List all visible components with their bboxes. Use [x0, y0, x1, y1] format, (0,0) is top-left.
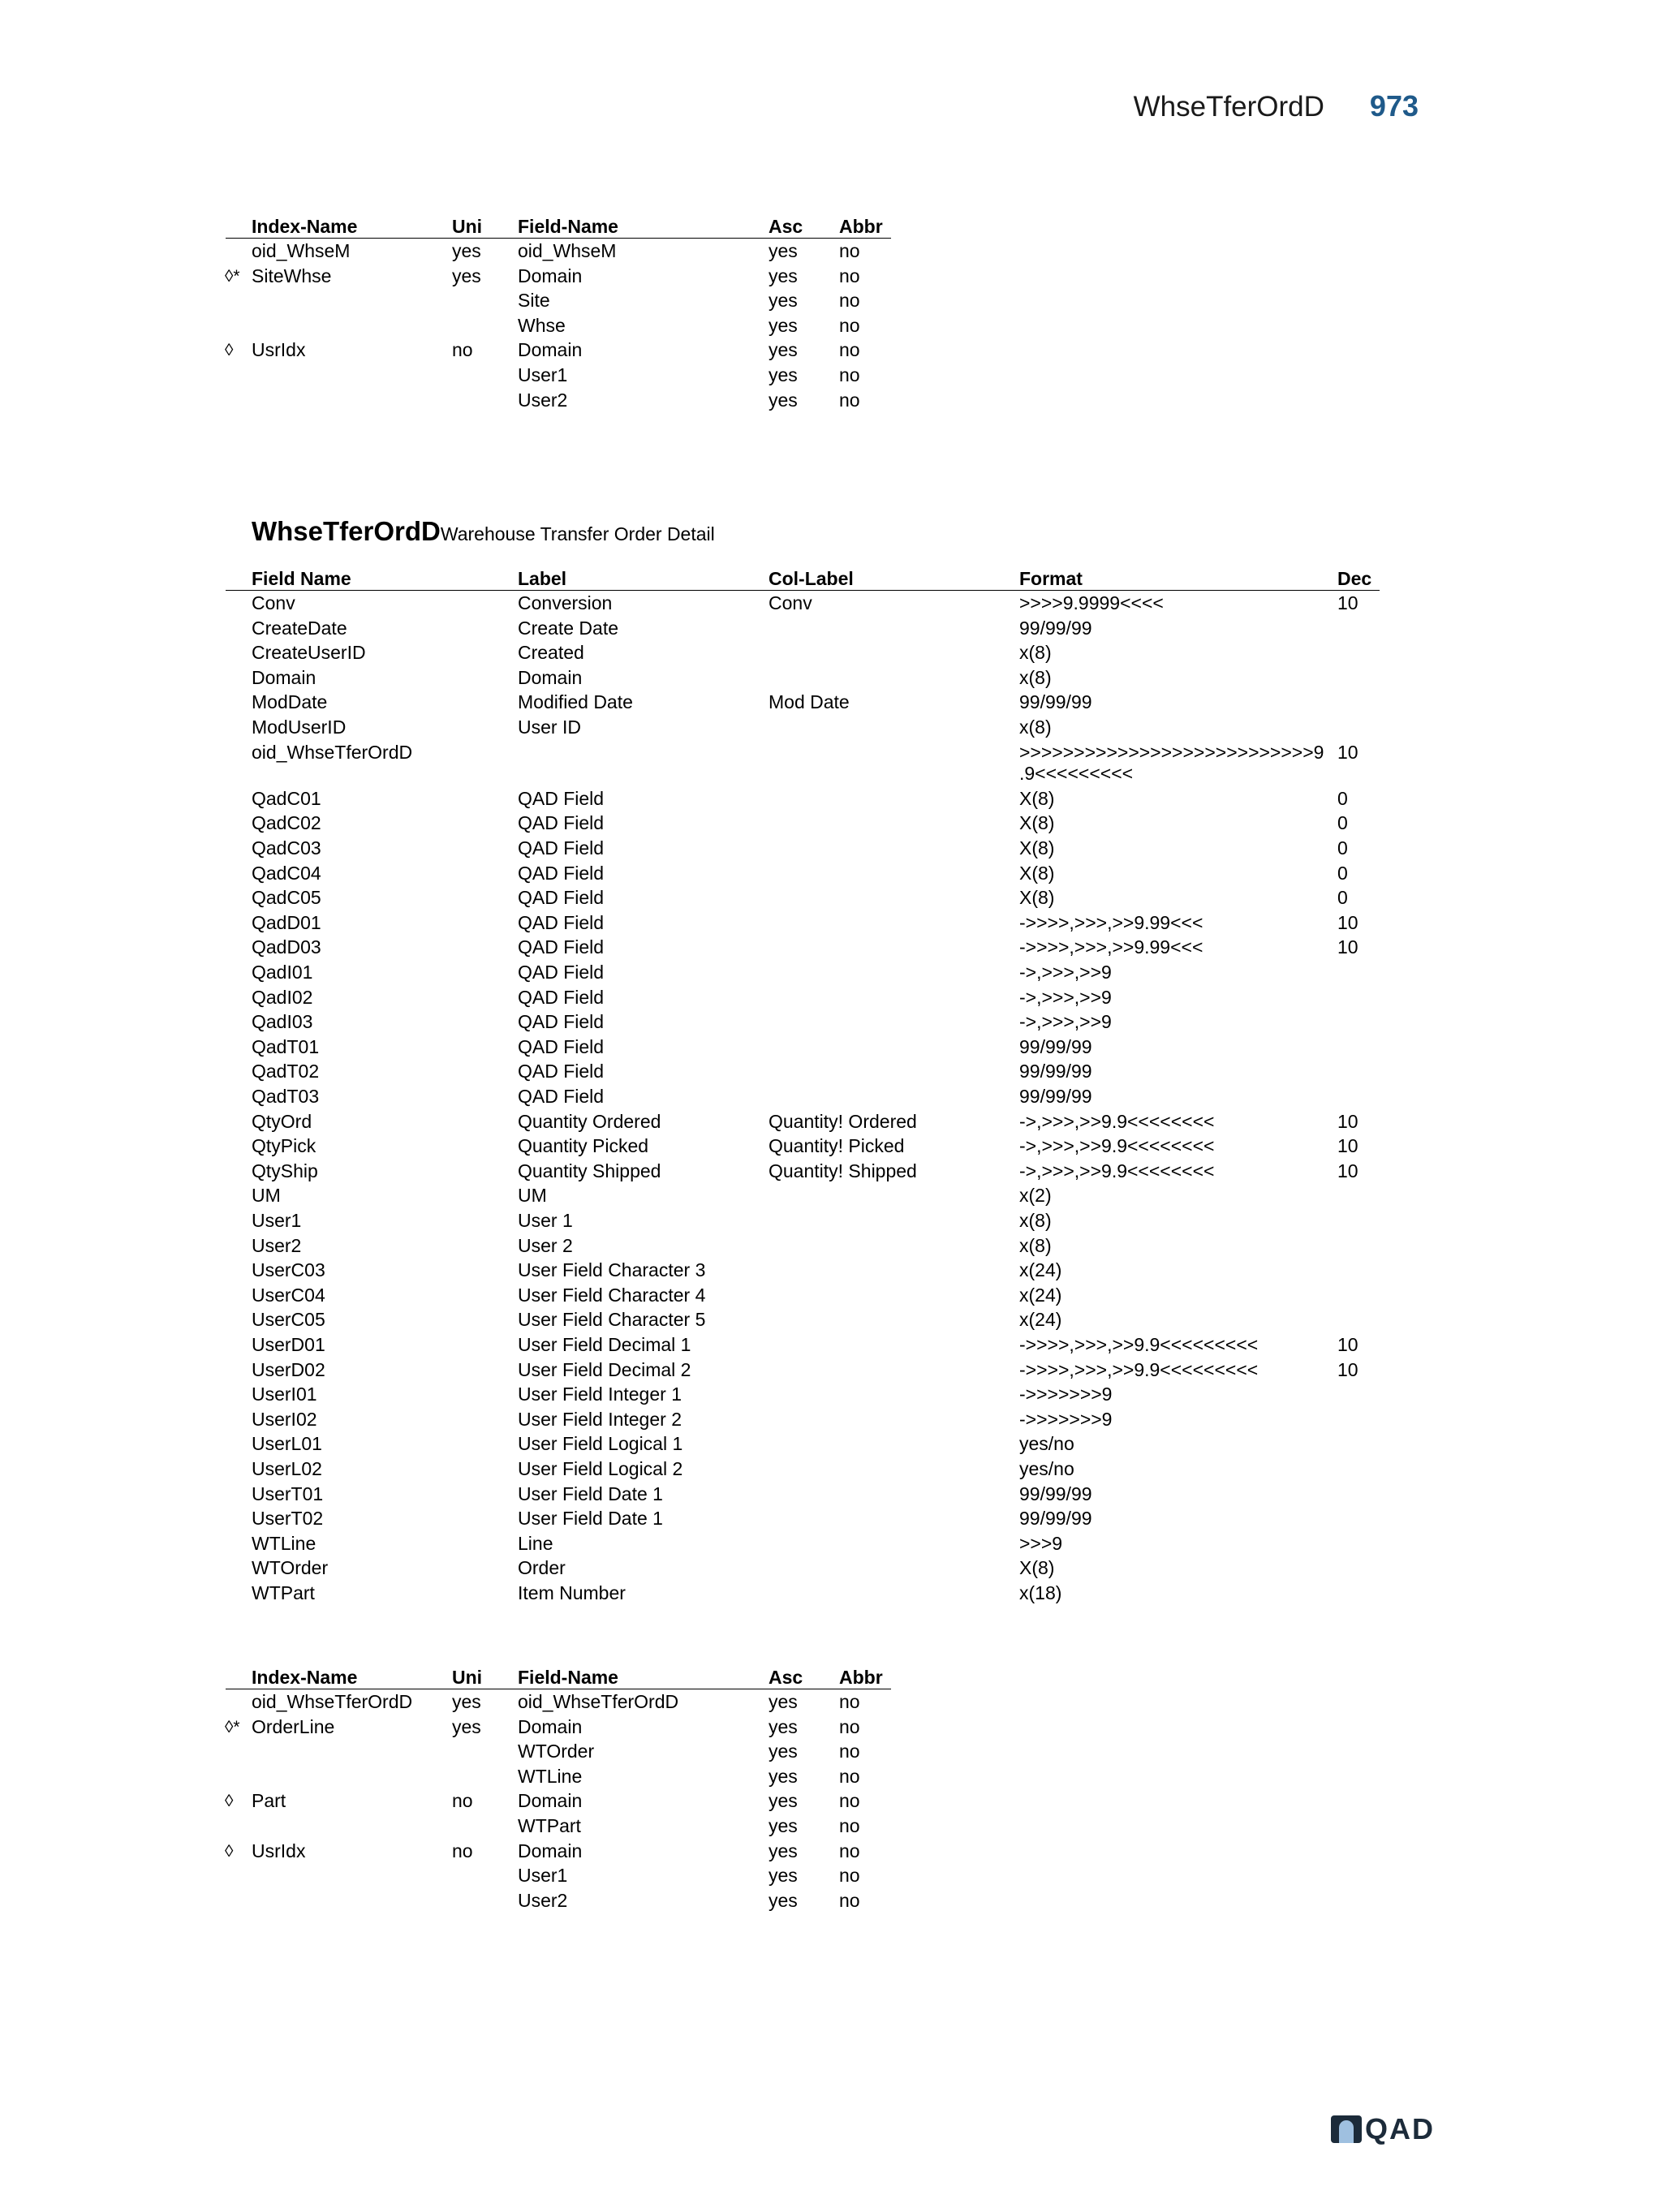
uni-cell: no [452, 1790, 473, 1812]
dec-cell: 10 [1337, 592, 1358, 613]
uni-cell: no [452, 1840, 473, 1861]
field-name-cell: CreateDate [252, 617, 347, 639]
field-name-header: Field Name [252, 568, 351, 589]
label-cell: User Field Date 1 [518, 1508, 663, 1530]
abbr-header: Abbr [839, 1667, 883, 1688]
format-cell: 99/99/99 [1019, 1086, 1092, 1107]
field-name-cell: QtyShip [252, 1160, 318, 1181]
index-name-cell: oid_WhseM [252, 240, 351, 261]
label-cell: QAD Field [518, 962, 605, 983]
page-number: 973 [1369, 89, 1419, 123]
abbr-cell: no [839, 389, 860, 411]
field-name-cell: UserD01 [252, 1334, 325, 1355]
format-cell: x(8) [1019, 642, 1052, 664]
asc-cell: yes [769, 1790, 798, 1812]
field-name-cell: QadI02 [252, 986, 313, 1008]
abbr-cell: no [839, 290, 860, 312]
field-name-cell: QadC03 [252, 837, 321, 859]
dec-cell: 10 [1337, 911, 1358, 933]
asc-cell: yes [769, 240, 798, 261]
format-cell: yes/no [1019, 1458, 1074, 1479]
label-cell: User 2 [518, 1234, 573, 1256]
label-cell: Created [518, 642, 584, 664]
field-name-cell: User2 [252, 1234, 302, 1256]
field-name-cell: UserL01 [252, 1433, 322, 1455]
label-cell: QAD Field [518, 1035, 605, 1057]
asc-cell: yes [769, 1691, 798, 1712]
format-cell: X(8) [1019, 1557, 1055, 1579]
field-name-cell: QadT02 [252, 1061, 320, 1082]
dec-cell: 10 [1337, 936, 1358, 958]
label-cell: User ID [518, 717, 581, 738]
format-cell: x(18) [1019, 1582, 1062, 1603]
index-name-cell: oid_WhseTferOrdD [252, 1691, 413, 1712]
qad-logo-icon [1331, 2115, 1362, 2143]
field-name-cell: User2 [518, 389, 568, 411]
label-cell: QAD Field [518, 1011, 605, 1033]
field-name-cell: oid_WhseM [518, 240, 617, 261]
abbr-cell: no [839, 1865, 860, 1887]
field-name-cell: QadC05 [252, 887, 321, 909]
col-label-cell: Quantity! Picked [769, 1135, 905, 1157]
field-name-cell: oid_WhseTferOrdD [518, 1691, 679, 1712]
dec-cell: 10 [1337, 1110, 1358, 1132]
label-cell: Create Date [518, 617, 619, 639]
label-cell: QAD Field [518, 1086, 605, 1107]
abbr-cell: no [839, 1715, 860, 1737]
label-cell: UM [518, 1185, 547, 1207]
dec-cell: 10 [1337, 1358, 1358, 1380]
field-name-cell: WTPart [252, 1582, 315, 1603]
asc-cell: yes [769, 265, 798, 286]
label-cell: QAD Field [518, 837, 605, 859]
field-name-cell: QadI03 [252, 1011, 313, 1033]
abbr-header: Abbr [839, 216, 883, 237]
field-name-cell: WTLine [518, 1765, 583, 1787]
format-cell: x(24) [1019, 1309, 1062, 1331]
field-name-cell: QadC04 [252, 862, 321, 884]
field-name-cell: WTPart [518, 1815, 581, 1836]
label-cell: QAD Field [518, 986, 605, 1008]
field-name-cell: UM [252, 1185, 281, 1207]
field-name-cell: WTOrder [518, 1741, 595, 1762]
label-cell: Quantity Ordered [518, 1110, 661, 1132]
abbr-cell: no [839, 339, 860, 361]
field-name-cell: Site [518, 290, 550, 312]
col-label-cell: Conv [769, 592, 812, 613]
col-label-cell: Quantity! Shipped [769, 1160, 917, 1181]
format-cell: x(8) [1019, 1210, 1052, 1231]
field-name-cell: UserL02 [252, 1458, 322, 1479]
index-name-cell: Part [252, 1790, 286, 1812]
field-name-cell: QadD03 [252, 936, 321, 958]
index-marker: ◊* [225, 266, 240, 286]
abbr-cell: no [839, 1815, 860, 1836]
uni-header: Uni [452, 1667, 483, 1688]
asc-cell: yes [769, 1815, 798, 1836]
index-name-header: Index-Name [252, 216, 358, 237]
label-cell: QAD Field [518, 812, 605, 834]
dec-cell: 10 [1337, 1160, 1358, 1181]
field-name-cell: Domain [518, 265, 583, 286]
field-name-cell: QadT01 [252, 1035, 320, 1057]
label-cell: QAD Field [518, 887, 605, 909]
dec-cell: 0 [1337, 837, 1348, 859]
dec-cell: 10 [1337, 1334, 1358, 1355]
index-name-cell: UsrIdx [252, 1840, 306, 1861]
field-name-cell: Domain [518, 1790, 583, 1812]
index-name-cell: SiteWhse [252, 265, 332, 286]
asc-cell: yes [769, 1741, 798, 1762]
field-name-cell: QtyPick [252, 1135, 316, 1157]
qad-logo-text: QAD [1365, 2112, 1435, 2145]
field-name-cell: UserD02 [252, 1358, 325, 1380]
label-header: Label [518, 568, 567, 589]
dec-cell: 0 [1337, 787, 1348, 809]
field-name-cell: Domain [518, 339, 583, 361]
asc-cell: yes [769, 364, 798, 385]
index-marker: ◊ [225, 1792, 234, 1811]
field-name-cell: Conv [252, 592, 295, 613]
abbr-cell: no [839, 240, 860, 261]
label-cell: QAD Field [518, 936, 605, 958]
abbr-cell: no [839, 1840, 860, 1861]
abbr-cell: no [839, 1790, 860, 1812]
index-marker: ◊ [225, 341, 234, 360]
dec-header: Dec [1337, 568, 1372, 589]
format-cell: ->>>>>>>9 [1019, 1408, 1113, 1430]
label-cell: User Field Decimal 2 [518, 1358, 691, 1380]
field-name-cell: WTOrder [252, 1557, 329, 1579]
col-label-cell: Mod Date [769, 691, 850, 713]
table-description: Warehouse Transfer Order Detail [440, 523, 715, 544]
format-cell: 99/99/99 [1019, 1035, 1092, 1057]
field-name-cell: Whse [518, 314, 566, 336]
format-cell: 99/99/99 [1019, 1061, 1092, 1082]
format-cell: ->,>>>,>>9.9<<<<<<<< [1019, 1135, 1215, 1157]
dec-cell: 0 [1337, 887, 1348, 909]
label-cell: User Field Decimal 1 [518, 1334, 691, 1355]
uni-cell: yes [452, 240, 481, 261]
format-cell: ->,>>>,>>9 [1019, 962, 1112, 983]
format-cell: X(8) [1019, 837, 1055, 859]
label-cell: Line [518, 1532, 553, 1554]
dec-cell: 0 [1337, 812, 1348, 834]
label-cell: QAD Field [518, 911, 605, 933]
field-name-cell: UserC05 [252, 1309, 325, 1331]
col-label-header: Col-Label [769, 568, 854, 589]
asc-cell: yes [769, 1765, 798, 1787]
format-cell: ->,>>>,>>9.9<<<<<<<< [1019, 1110, 1215, 1132]
uni-cell: no [452, 339, 473, 361]
asc-cell: yes [769, 1715, 798, 1737]
label-cell: User Field Logical 2 [518, 1458, 683, 1479]
format-cell-continuation: .9<<<<<<<<< [1019, 763, 1134, 785]
field-name-cell: oid_WhseTferOrdD [252, 741, 413, 763]
format-header: Format [1019, 568, 1083, 589]
format-cell: >>>9 [1019, 1532, 1063, 1554]
label-cell: User 1 [518, 1210, 573, 1231]
format-cell: >>>>9.9999<<<< [1019, 592, 1164, 613]
uni-cell: yes [452, 1715, 481, 1737]
format-cell: yes/no [1019, 1433, 1074, 1455]
field-name-header: Field-Name [518, 216, 618, 237]
format-cell: 99/99/99 [1019, 691, 1092, 713]
dec-cell: 0 [1337, 862, 1348, 884]
format-cell: 99/99/99 [1019, 1483, 1092, 1504]
format-cell: >>>>>>>>>>>>>>>>>>>>>>>>>>>9 [1019, 741, 1324, 763]
dec-cell: 10 [1337, 1135, 1358, 1157]
page-header [1134, 89, 1419, 123]
format-cell: X(8) [1019, 887, 1055, 909]
format-cell: 99/99/99 [1019, 1508, 1092, 1530]
label-cell: User Field Character 5 [518, 1309, 706, 1331]
field-name-cell: WTLine [252, 1532, 316, 1554]
field-name-header: Field-Name [518, 1667, 618, 1688]
format-cell: ->,>>>,>>9 [1019, 986, 1112, 1008]
field-name-cell: User2 [518, 1889, 568, 1911]
asc-cell: yes [769, 1840, 798, 1861]
index-name-cell: OrderLine [252, 1715, 335, 1737]
field-name-cell: User1 [518, 364, 568, 385]
asc-cell: yes [769, 1889, 798, 1911]
asc-cell: yes [769, 314, 798, 336]
field-name-cell: QadC02 [252, 812, 321, 834]
abbr-cell: no [839, 1741, 860, 1762]
label-cell: User Field Integer 2 [518, 1408, 682, 1430]
label-cell: QAD Field [518, 1061, 605, 1082]
uni-cell: yes [452, 265, 481, 286]
uni-header: Uni [452, 216, 483, 237]
label-cell: Order [518, 1557, 566, 1579]
field-name-cell: QadT03 [252, 1086, 320, 1107]
label-cell: User Field Date 1 [518, 1483, 663, 1504]
field-name-cell: UserI02 [252, 1408, 317, 1430]
format-cell: x(2) [1019, 1185, 1052, 1207]
format-cell: ->>>>>>>9 [1019, 1384, 1113, 1405]
field-name-cell: UserC04 [252, 1284, 325, 1306]
field-name-cell: UserT02 [252, 1508, 324, 1530]
field-name-cell: UserI01 [252, 1384, 317, 1405]
asc-cell: yes [769, 389, 798, 411]
abbr-cell: no [839, 314, 860, 336]
format-cell: x(24) [1019, 1259, 1062, 1281]
format-cell: ->>>>,>>>,>>9.99<<< [1019, 911, 1203, 933]
format-cell: 99/99/99 [1019, 617, 1092, 639]
abbr-cell: no [839, 265, 860, 286]
abbr-cell: no [839, 364, 860, 385]
format-cell: X(8) [1019, 812, 1055, 834]
asc-cell: yes [769, 290, 798, 312]
label-cell: Item Number [518, 1582, 626, 1603]
index-name-cell: UsrIdx [252, 339, 306, 361]
label-cell: User Field Character 3 [518, 1259, 706, 1281]
format-cell: x(24) [1019, 1284, 1062, 1306]
dec-cell: 10 [1337, 741, 1358, 763]
uni-cell: yes [452, 1691, 481, 1712]
field-name-cell: UserT01 [252, 1483, 324, 1504]
label-cell: Conversion [518, 592, 613, 613]
field-name-cell: Domain [518, 1715, 583, 1737]
asc-header: Asc [769, 1667, 803, 1688]
col-label-cell: Quantity! Ordered [769, 1110, 917, 1132]
field-name-cell: ModUserID [252, 717, 347, 738]
format-cell: ->>>>,>>>,>>9.99<<< [1019, 936, 1203, 958]
field-name-cell: QadC01 [252, 787, 321, 809]
label-cell: QAD Field [518, 862, 605, 884]
format-cell: ->,>>>,>>9 [1019, 1011, 1112, 1033]
field-name-cell: User1 [518, 1865, 568, 1887]
field-name-cell: Domain [252, 666, 316, 688]
asc-cell: yes [769, 339, 798, 361]
format-cell: X(8) [1019, 787, 1055, 809]
format-cell: x(8) [1019, 1234, 1052, 1256]
label-cell: Modified Date [518, 691, 633, 713]
label-cell: User Field Integer 1 [518, 1384, 682, 1405]
abbr-cell: no [839, 1765, 860, 1787]
abbr-cell: no [839, 1889, 860, 1911]
table-name: WhseTferOrdD [252, 516, 441, 546]
section-title [252, 516, 715, 547]
field-name-cell: User1 [252, 1210, 302, 1231]
format-cell: ->,>>>,>>9.9<<<<<<<< [1019, 1160, 1215, 1181]
index-name-header: Index-Name [252, 1667, 358, 1688]
field-name-cell: UserC03 [252, 1259, 325, 1281]
label-cell: Domain [518, 666, 583, 688]
index-marker: ◊ [225, 1841, 234, 1861]
label-cell: Quantity Picked [518, 1135, 649, 1157]
field-name-cell: Domain [518, 1840, 583, 1861]
field-name-cell: CreateUserID [252, 642, 366, 664]
field-name-cell: QadD01 [252, 911, 321, 933]
format-cell: ->>>>,>>>,>>9.9<<<<<<<<< [1019, 1334, 1259, 1355]
format-cell: x(8) [1019, 666, 1052, 688]
field-name-cell: ModDate [252, 691, 328, 713]
format-cell: x(8) [1019, 717, 1052, 738]
label-cell: QAD Field [518, 787, 605, 809]
qad-logo [1331, 2112, 1435, 2146]
format-cell: X(8) [1019, 862, 1055, 884]
asc-cell: yes [769, 1865, 798, 1887]
abbr-cell: no [839, 1691, 860, 1712]
label-cell: User Field Character 4 [518, 1284, 706, 1306]
label-cell: User Field Logical 1 [518, 1433, 683, 1455]
field-name-cell: QtyOrd [252, 1110, 312, 1132]
page-title: WhseTferOrdD [1133, 91, 1324, 123]
label-cell: Quantity Shipped [518, 1160, 661, 1181]
index-marker: ◊* [225, 1717, 240, 1736]
format-cell: ->>>>,>>>,>>9.9<<<<<<<<< [1019, 1358, 1259, 1380]
field-name-cell: QadI01 [252, 962, 313, 983]
asc-header: Asc [769, 216, 803, 237]
